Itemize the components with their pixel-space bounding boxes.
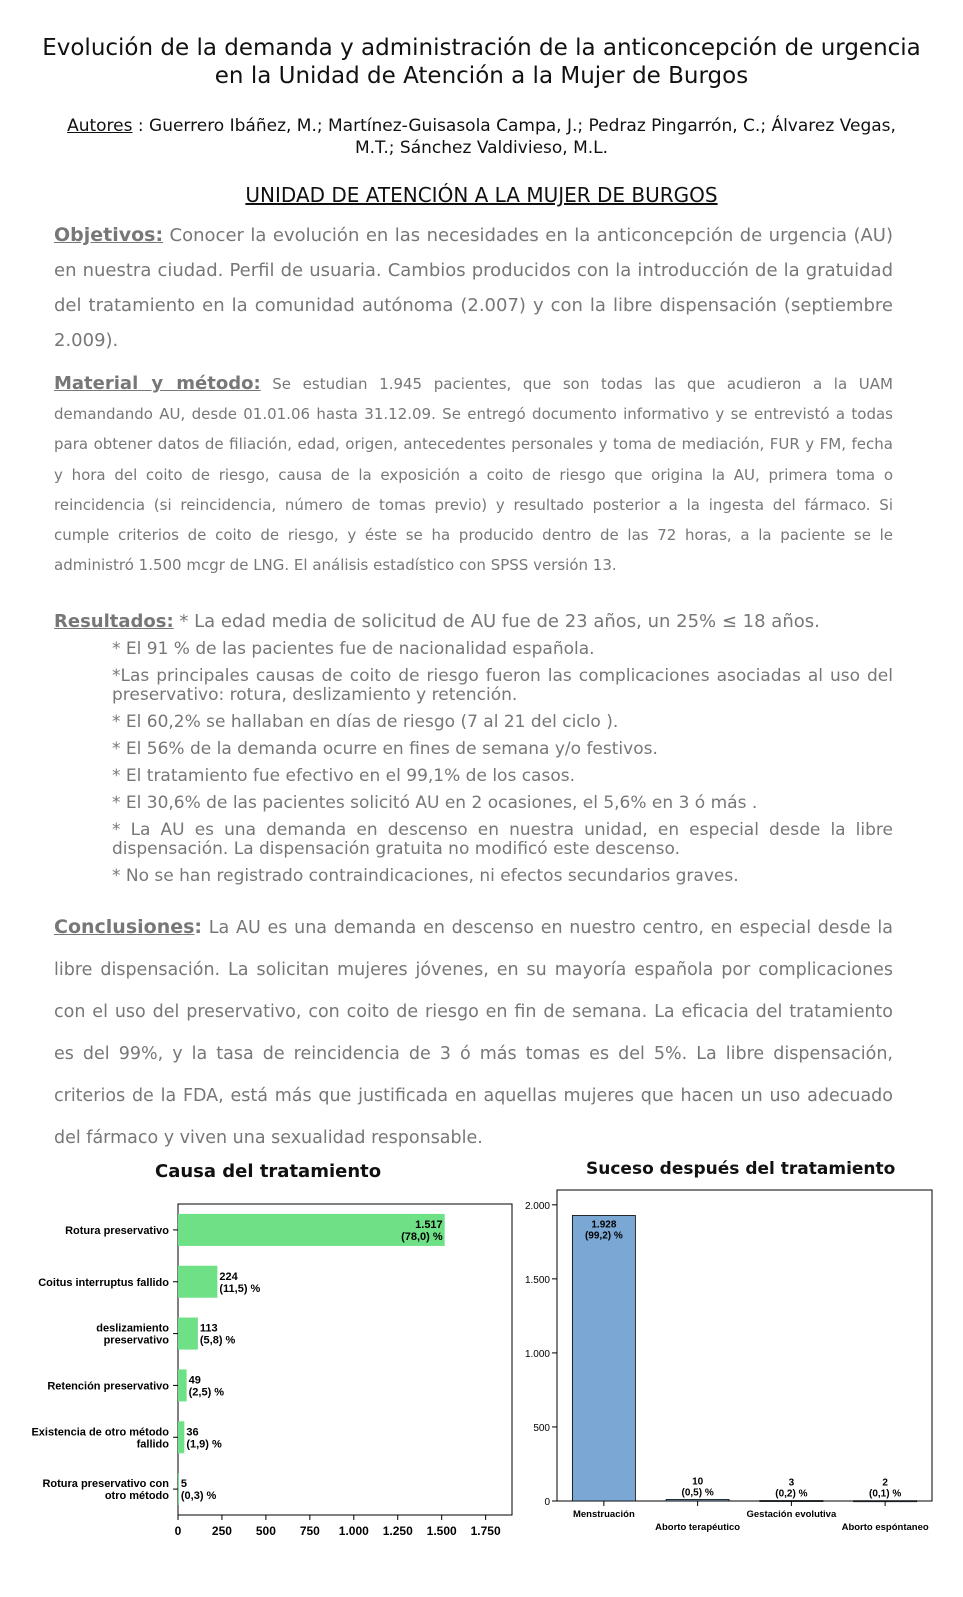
conclusiones-section bbox=[54, 906, 893, 1159]
list-item: * El 56% de la demanda ocurre en fines de semana y/o festivos. bbox=[112, 739, 658, 759]
y-tick-label: 500 bbox=[533, 1422, 550, 1434]
data-label: 224 bbox=[219, 1270, 238, 1283]
list-item: * El tratamiento fue efectivo en el 99,1% de los casos. bbox=[112, 766, 575, 786]
resultados-first-item: * La edad media de solicitud de AU fue de 23 años, un 25% ≤ 18 años. bbox=[173, 611, 820, 632]
category-label: Aborto terapéutico bbox=[655, 1522, 741, 1533]
data-label: 2 bbox=[882, 1477, 888, 1489]
x-tick-label: 250 bbox=[211, 1524, 232, 1538]
x-tick-label: 1.750 bbox=[470, 1524, 501, 1538]
chart1-title: Causa del tratamiento bbox=[155, 1161, 382, 1182]
list-item: * El 91 % de las pacientes fue de nacionalidad española. bbox=[112, 639, 595, 659]
bar bbox=[178, 1318, 198, 1350]
data-label: (99,2) % bbox=[584, 1230, 623, 1242]
bar bbox=[178, 1266, 217, 1298]
data-label: (5,8) % bbox=[199, 1334, 236, 1347]
bar bbox=[178, 1473, 179, 1505]
category-label: Retención preservativo bbox=[47, 1380, 169, 1393]
category-label: Aborto espóntaneo bbox=[841, 1522, 929, 1533]
data-label: 3 bbox=[788, 1477, 795, 1489]
data-label: (0,1) % bbox=[869, 1488, 902, 1500]
category-label: Rotura preservativo con bbox=[42, 1478, 169, 1491]
material-heading: Material y método: bbox=[54, 373, 261, 394]
objetivos-text: Conocer la evolución en las necesidades en la anticoncepción de urgencia (AU) en nuestra ciudad. Perfil de usuaria. Cambios producidos con la introducción de la gratuidad del tratamiento en la comunidad autónoma (2.007) y con la libre dispensación (septiembre 2.009). bbox=[54, 225, 893, 351]
y-tick-label: 2.000 bbox=[524, 1200, 550, 1212]
objetivos-heading: Objetivos: bbox=[54, 224, 164, 246]
plot-frame bbox=[178, 1204, 512, 1515]
authors bbox=[60, 115, 903, 159]
conclusiones-heading: Conclusiones bbox=[54, 916, 195, 938]
unit-heading: UNIDAD DE ATENCIÓN A LA MUJER DE BURGOS bbox=[245, 183, 718, 207]
causa-chart bbox=[0, 1190, 520, 1540]
material-text: Se estudian 1.945 pacientes, que son todas las que acudieron a la UAM demandando AU, desde 01.01.06 hasta 31.12.09. Se entregó documento informativo y se entrevistó a todas para obtener datos de filiación, edad, origen, antecedentes personales y toma de mediación, FUR y FM, fecha y hora del coito de riesgo, causa de la exposición a coito de riesgo que origina la AU, primera toma o reincidencia (si reincidencia, número de tomas previo) y resultado posterior a la ingesta del fármaco. Si cumple criterios de coito de riesgo, y éste se ha producido dentro de las 72 horas, a la paciente se le administró 1.500 mcgr de LNG. El análisis estadístico con SPSS versión 13. bbox=[54, 375, 893, 575]
bar bbox=[178, 1421, 184, 1453]
data-label: 5 bbox=[180, 1478, 188, 1491]
data-label: (11,5) % bbox=[219, 1282, 261, 1295]
data-label: (1,9) % bbox=[186, 1438, 222, 1451]
resultados-list bbox=[112, 640, 893, 894]
data-label: (78,0) % bbox=[401, 1230, 443, 1243]
conclusiones-colon: : bbox=[194, 916, 203, 938]
chart2-title: Suceso después del tratamiento bbox=[586, 1159, 896, 1179]
authors-text: : Guerrero Ibáñez, M.; Martínez-Guisasola Campa, J.; Pedraz Pingarrón, C.; Álvarez Vegas, M.T.; Sánchez Valdivieso, M.L. bbox=[132, 116, 896, 158]
category-label: Menstruación bbox=[572, 1509, 635, 1520]
x-tick-label: 1.500 bbox=[426, 1524, 457, 1538]
resultados-section bbox=[54, 611, 914, 632]
category-label: Existencia de otro método bbox=[31, 1426, 169, 1439]
y-tick-label: 1.500 bbox=[524, 1274, 550, 1286]
data-label: 1.517 bbox=[415, 1218, 443, 1231]
x-tick-label: 1.250 bbox=[382, 1524, 413, 1538]
category-label: otro método bbox=[104, 1490, 169, 1503]
bar bbox=[572, 1215, 635, 1501]
category-label: Coitus interruptus fallido bbox=[38, 1276, 169, 1289]
list-item: *Las principales causas de coito de riesgo fueron las complicaciones asociadas al uso del preservativo: rotura, deslizamiento y retención. bbox=[112, 666, 893, 705]
data-label: 1.928 bbox=[591, 1219, 617, 1231]
data-label: 113 bbox=[199, 1322, 218, 1335]
x-tick-label: 1.000 bbox=[338, 1524, 369, 1538]
y-tick-label: 1.000 bbox=[524, 1348, 550, 1360]
authors-label: Autores bbox=[67, 116, 133, 136]
category-label: Rotura preservativo bbox=[65, 1224, 169, 1237]
x-tick-label: 0 bbox=[174, 1524, 182, 1538]
data-label: 49 bbox=[188, 1374, 201, 1387]
data-label: (0,2) % bbox=[775, 1488, 808, 1500]
list-item: * No se han registrado contraindicaciones, ni efectos secundarios graves. bbox=[112, 866, 739, 886]
conclusiones-text: La AU es una demanda en descenso en nuestro centro, en especial desde la libre dispensación. La solicitan mujeres jóvenes, en su mayoría española por complicaciones con el uso del preservativo, con coito de riesgo en fin de semana. La eficacia del tratamiento es del 99%, y la tasa de reincidencia de 3 ó más tomas es del 5%. La libre dispensación, criterios de la FDA, está más que justificada en aquellas mujeres que hacen un uso adecuado del fármaco y viven una sexualidad responsable. bbox=[54, 918, 893, 1148]
data-label: (0,3) % bbox=[180, 1490, 217, 1503]
poster-title: Evolución de la demanda y administración de la anticoncepción de urgencia en la Unidad de Atención a la Mujer de Burgos bbox=[42, 35, 921, 89]
category-label: deslizamiento bbox=[96, 1322, 169, 1335]
data-label: 10 bbox=[692, 1476, 704, 1488]
objetivos-section bbox=[54, 218, 893, 358]
bar bbox=[178, 1369, 187, 1401]
list-item: * La AU es una demanda en descenso en nuestra unidad, en especial desde la libre dispensación. La dispensación gratuita no modificó este descenso. bbox=[112, 820, 893, 859]
list-item: * El 60,2% se hallaban en días de riesgo (7 al 21 del ciclo ). bbox=[112, 712, 619, 732]
bar bbox=[666, 1500, 729, 1501]
x-tick-label: 500 bbox=[255, 1524, 276, 1538]
category-label: preservativo bbox=[103, 1334, 169, 1347]
data-label: (2,5) % bbox=[188, 1386, 225, 1399]
material-section bbox=[54, 369, 893, 580]
category-label: Gestación evolutiva bbox=[746, 1509, 837, 1520]
y-tick-label: 0 bbox=[544, 1497, 550, 1508]
resultados-heading: Resultados: bbox=[54, 611, 174, 632]
data-label: (0,5) % bbox=[681, 1487, 714, 1499]
data-label: 36 bbox=[186, 1426, 199, 1439]
x-tick-label: 750 bbox=[299, 1524, 320, 1538]
list-item: * El 30,6% de las pacientes solicitó AU en 2 ocasiones, el 5,6% en 3 ó más . bbox=[112, 793, 758, 813]
suceso-chart bbox=[520, 1185, 960, 1545]
category-label: fallido bbox=[136, 1438, 169, 1451]
